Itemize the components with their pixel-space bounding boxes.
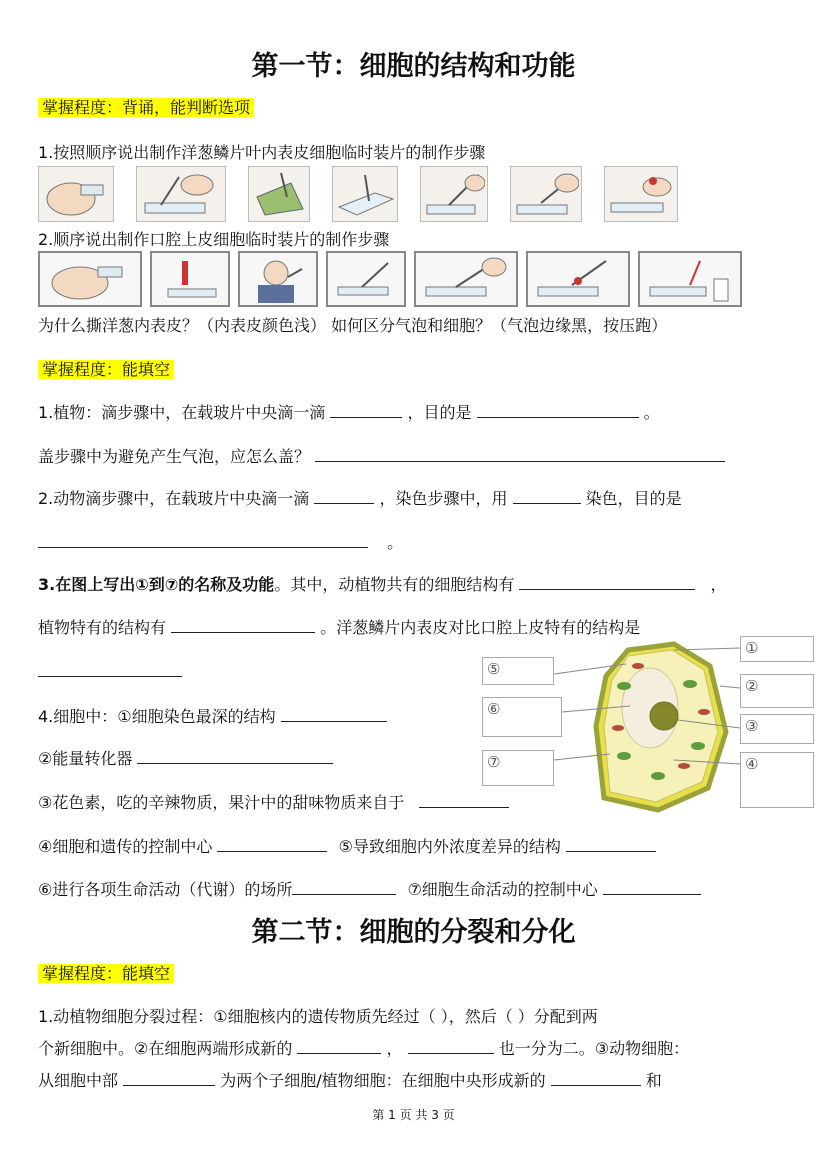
- mastery-level-badge: [38, 357, 174, 380]
- blank-field[interactable]: [419, 793, 509, 808]
- division-line-1: 1.动植物细胞分裂过程：①细胞核内的遗传物质先经过（ ），然后（ ）分配到两: [38, 1007, 598, 1026]
- blank-field[interactable]: [603, 880, 701, 895]
- step-illustration: [638, 251, 742, 307]
- step-illustration: [248, 166, 310, 222]
- mastery-level-text: 掌握程度：背诵，能判断选项: [38, 98, 254, 117]
- dropper-icon: [152, 253, 228, 305]
- fill-line-3: [38, 486, 682, 509]
- text: 1.植物：滴步骤中，在载玻片中央滴一滴: [38, 403, 326, 422]
- fill-line-1: [38, 400, 660, 423]
- label-box-1[interactable]: [740, 636, 814, 662]
- text: ，: [386, 1039, 403, 1058]
- text: ②能量转化器: [38, 749, 133, 768]
- step-illustration: [38, 251, 142, 307]
- mastery-level-text: 掌握程度：能填空: [38, 964, 174, 983]
- label-number: ②: [745, 677, 759, 695]
- blank-field[interactable]: [38, 533, 368, 548]
- blank-field[interactable]: [292, 880, 396, 895]
- text: ，: [710, 575, 727, 594]
- text: 为两个子细胞/植物细胞：在细胞中央形成新的: [220, 1071, 546, 1090]
- step-illustration: [510, 166, 582, 222]
- text: 染色，目的是: [585, 489, 682, 508]
- item-5: [38, 877, 701, 900]
- step-illustration: [136, 166, 226, 222]
- text: 植物特有的结构有: [38, 618, 167, 637]
- blank-field[interactable]: [513, 489, 581, 504]
- text: 也一分为二。③动物细胞：: [498, 1039, 690, 1058]
- text-bold: 3.在图上写出①到⑦的名称及功能: [38, 575, 275, 594]
- mastery-level-text: 掌握程度：能填空: [38, 360, 174, 379]
- onion-steps-illustrations: [38, 166, 678, 222]
- mastery-level-badge: [38, 961, 174, 984]
- label-box-5[interactable]: [482, 657, 554, 685]
- label-number: ⑤: [487, 660, 501, 678]
- label-box-3[interactable]: [740, 714, 814, 744]
- stain-drop-icon: [528, 253, 628, 305]
- text: 个新细胞中。②在细胞两端形成新的: [38, 1039, 293, 1058]
- text: 。其中，动植物共有的细胞结构有: [274, 575, 515, 594]
- text: 。: [643, 403, 660, 422]
- blank-field[interactable]: [477, 403, 639, 418]
- text: 4.细胞中：①细胞染色最深的结构: [38, 707, 276, 726]
- blank-field[interactable]: [519, 575, 695, 590]
- division-line-3: [38, 1068, 662, 1091]
- step-illustration: [326, 251, 406, 307]
- blank-field[interactable]: [314, 489, 374, 504]
- label-box-4[interactable]: [740, 752, 814, 808]
- blank-field[interactable]: [123, 1071, 215, 1086]
- label-number: ⑦: [487, 753, 501, 771]
- step-illustration: [414, 251, 518, 307]
- text: ⑥进行各项生命活动（代谢）的场所: [38, 880, 293, 899]
- onion-peel-icon: [251, 169, 307, 219]
- step-illustration: [38, 166, 114, 222]
- blank-field[interactable]: [38, 662, 182, 677]
- label-number: ⑥: [487, 700, 501, 718]
- section1-title: 第一节：细胞的结构和功能: [251, 51, 576, 82]
- blank-field[interactable]: [330, 403, 402, 418]
- label-box-6[interactable]: [482, 697, 562, 737]
- text: 和: [645, 1071, 662, 1090]
- coverslip-icon: [513, 169, 579, 219]
- text: ⑦细胞生命活动的控制中心: [407, 880, 598, 899]
- blank-field[interactable]: [297, 1039, 381, 1054]
- step-illustration: [150, 251, 230, 307]
- blank-field[interactable]: [551, 1071, 641, 1086]
- text: 。洋葱鳞片内表皮对比口腔上皮特有的结构是: [320, 618, 641, 637]
- step-illustration: [238, 251, 318, 307]
- text: ③花色素，吃的辛辣物质，果汁中的甜味物质来自于: [38, 793, 405, 812]
- item-1: [38, 704, 387, 727]
- fill-line-5: [38, 572, 727, 595]
- division-line-2: [38, 1036, 689, 1059]
- label-number: ①: [745, 639, 759, 657]
- step-illustration: [332, 166, 398, 222]
- hand-drop-icon: [41, 169, 111, 219]
- text: 2.动物滴步骤中，在载玻片中央滴一滴: [38, 489, 310, 508]
- question-1: 1.按照顺序说出制作洋葱鳞片叶内表皮细胞临时装片的制作步骤: [38, 143, 486, 162]
- blank-field[interactable]: [315, 447, 725, 462]
- fill-line-2: [38, 444, 725, 467]
- blank-field[interactable]: [566, 837, 656, 852]
- smear-icon: [328, 253, 404, 305]
- fill-line-4: [38, 530, 403, 553]
- stain-drop-icon: [607, 169, 675, 219]
- fill-line-7: [38, 662, 182, 677]
- text: ④细胞和遗传的控制中心: [38, 837, 213, 856]
- qa-line: 为什么撕洋葱内表皮？（内表皮颜色浅） 如何区分气泡和细胞？（气泡边缘黑，按压跑）: [38, 316, 668, 335]
- blank-field[interactable]: [217, 837, 327, 852]
- text: ，染色步骤中，用: [379, 489, 508, 508]
- fill-line-6: [38, 615, 640, 638]
- step-illustration: [526, 251, 630, 307]
- blank-field[interactable]: [171, 618, 315, 633]
- page-footer: 第 1 页 共 3 页: [372, 1108, 455, 1122]
- section2-title: 第二节：细胞的分裂和分化: [251, 917, 576, 948]
- blank-field[interactable]: [408, 1039, 494, 1054]
- item-3: [38, 790, 509, 813]
- label-box-7[interactable]: [482, 750, 554, 786]
- cheek-steps-illustrations: [38, 251, 742, 307]
- blank-field[interactable]: [137, 749, 333, 764]
- tweezers-icon: [423, 169, 485, 219]
- text: 。: [387, 533, 404, 552]
- blank-field[interactable]: [281, 707, 387, 722]
- person-scraping-icon: [240, 253, 316, 305]
- label-box-2[interactable]: [740, 674, 814, 708]
- text: 从细胞中部: [38, 1071, 119, 1090]
- step-illustration: [420, 166, 488, 222]
- step-illustration: [604, 166, 678, 222]
- label-number: ④: [745, 755, 759, 773]
- question-2: 2.顺序说出制作口腔上皮细胞临时装片的制作步骤: [38, 230, 390, 249]
- item-2: [38, 746, 333, 769]
- slide-icon: [335, 169, 395, 219]
- absorb-icon: [640, 253, 740, 305]
- text: ⑤导致细胞内外浓度差异的结构: [338, 837, 561, 856]
- label-number: ③: [745, 717, 759, 735]
- text: 盖步骤中为避免产生气泡，应怎么盖？: [38, 447, 311, 466]
- coverslip-icon: [416, 253, 516, 305]
- hand-drop-icon: [40, 253, 140, 305]
- text: ，目的是: [407, 403, 472, 422]
- slide-wipe-icon: [139, 169, 223, 219]
- item-4: [38, 834, 656, 857]
- mastery-level-badge: [38, 95, 254, 118]
